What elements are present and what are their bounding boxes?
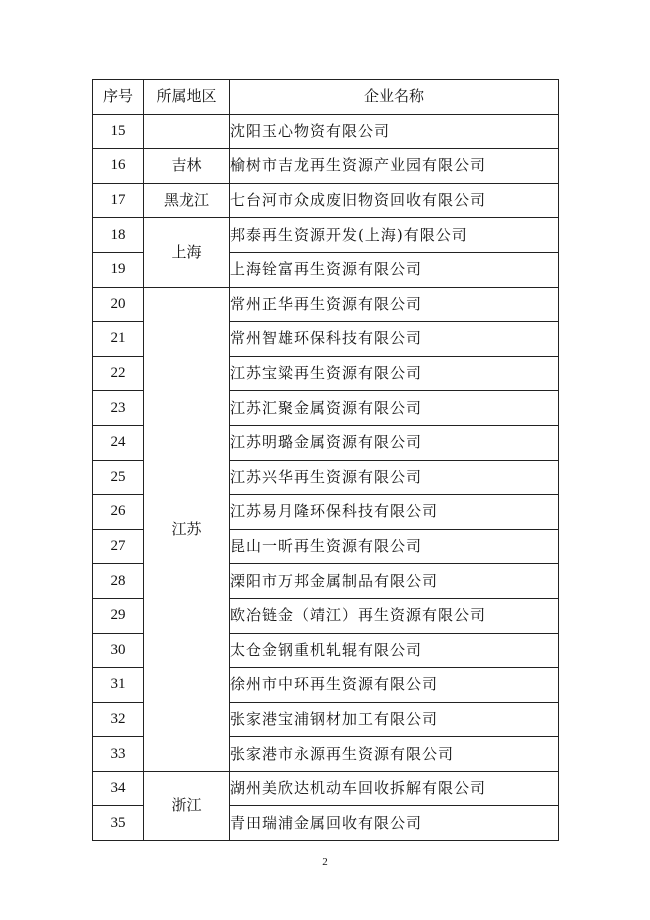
- company-name: 沈阳玉心物资有限公司: [230, 114, 559, 149]
- row-number: 29: [93, 598, 144, 633]
- company-name: 七台河市众成废旧物资回收有限公司: [230, 183, 559, 218]
- row-number: 19: [93, 252, 144, 287]
- region-cell: 吉林: [144, 149, 230, 184]
- row-number: 20: [93, 287, 144, 322]
- company-name: 江苏宝粱再生资源有限公司: [230, 356, 559, 391]
- region-cell: 江苏: [144, 287, 230, 771]
- company-name: 青田瑞浦金属回收有限公司: [230, 806, 559, 841]
- table-row: [93, 149, 559, 184]
- company-name: 上海铨富再生资源有限公司: [230, 252, 559, 287]
- row-number: 31: [93, 668, 144, 703]
- company-name: 江苏兴华再生资源有限公司: [230, 460, 559, 495]
- company-name: 湖州美欣达机动车回收拆解有限公司: [230, 771, 559, 806]
- company-name: 江苏汇聚金属资源有限公司: [230, 391, 559, 426]
- region-cell: 黑龙江: [144, 183, 230, 218]
- row-number: 27: [93, 529, 144, 564]
- company-name: 溧阳市万邦金属制品有限公司: [230, 564, 559, 599]
- row-number: 22: [93, 356, 144, 391]
- company-name: 常州正华再生资源有限公司: [230, 287, 559, 322]
- header-region: 所属地区: [144, 80, 230, 115]
- row-number: 34: [93, 771, 144, 806]
- row-number: 35: [93, 806, 144, 841]
- company-name: 张家港宝浦钢材加工有限公司: [230, 702, 559, 737]
- row-number: 18: [93, 218, 144, 253]
- row-number: 25: [93, 460, 144, 495]
- company-name: 欧冶链金（靖江）再生资源有限公司: [230, 598, 559, 633]
- row-number: 26: [93, 495, 144, 530]
- table-row: [93, 114, 559, 149]
- company-name: 徐州市中环再生资源有限公司: [230, 668, 559, 703]
- row-number: 23: [93, 391, 144, 426]
- row-number: 32: [93, 702, 144, 737]
- row-number: 16: [93, 149, 144, 184]
- region-cell: 浙江: [144, 771, 230, 840]
- company-name: 江苏易月隆环保科技有限公司: [230, 495, 559, 530]
- company-name: 昆山一昕再生资源有限公司: [230, 529, 559, 564]
- company-name: 江苏明璐金属资源有限公司: [230, 425, 559, 460]
- company-name: 太仓金钢重机轧辊有限公司: [230, 633, 559, 668]
- row-number: 21: [93, 322, 144, 357]
- header-company: 企业名称: [230, 80, 559, 115]
- table-row: [93, 218, 559, 253]
- page-number: 2: [322, 856, 328, 868]
- company-name: 邦泰再生资源开发(上海)有限公司: [230, 218, 559, 253]
- region-cell: [144, 114, 230, 149]
- company-list-table: [92, 79, 559, 841]
- row-number: 17: [93, 183, 144, 218]
- table-row: [93, 287, 559, 322]
- company-name: 常州智雄环保科技有限公司: [230, 322, 559, 357]
- row-number: 24: [93, 425, 144, 460]
- header-no: 序号: [93, 80, 144, 115]
- row-number: 15: [93, 114, 144, 149]
- table-row: [93, 771, 559, 806]
- table-header-row: [93, 80, 559, 115]
- row-number: 28: [93, 564, 144, 599]
- region-cell: 上海: [144, 218, 230, 287]
- company-name: 张家港市永源再生资源有限公司: [230, 737, 559, 772]
- company-name: 榆树市吉龙再生资源产业园有限公司: [230, 149, 559, 184]
- row-number: 30: [93, 633, 144, 668]
- table-row: [93, 183, 559, 218]
- row-number: 33: [93, 737, 144, 772]
